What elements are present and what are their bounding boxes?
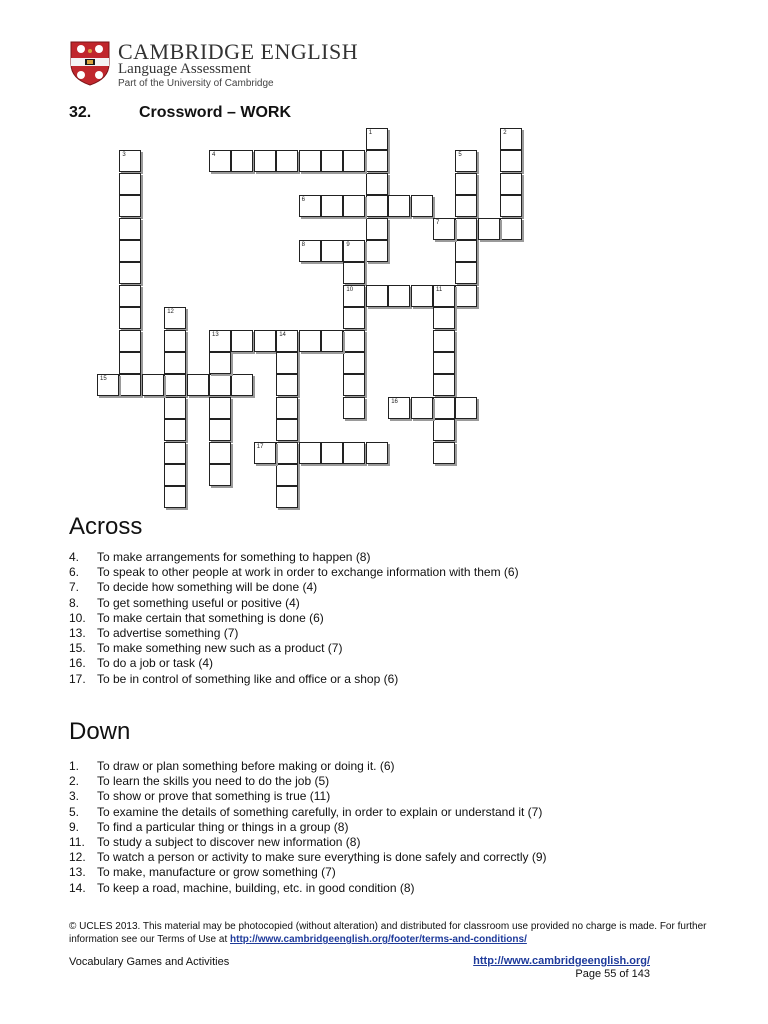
clue-item <box>69 789 709 804</box>
cell-number: 13 <box>212 331 219 338</box>
clue-item <box>69 550 709 565</box>
brand-subtitle: Language Assessment <box>118 61 251 77</box>
crossword-cell[interactable] <box>119 195 141 217</box>
clue-item <box>69 641 709 656</box>
crossword-cell[interactable] <box>276 442 298 464</box>
crossword-cell[interactable] <box>343 240 365 262</box>
crossword-cell[interactable] <box>478 218 500 240</box>
footer-title: Vocabulary Games and Activities <box>69 956 230 968</box>
cell-number: 6 <box>301 197 305 204</box>
crossword-cell[interactable] <box>299 330 321 352</box>
down-clue-list <box>69 759 709 896</box>
clue-item <box>69 565 709 580</box>
crossword-cell[interactable] <box>321 195 343 217</box>
clue-number: 1. <box>69 759 80 773</box>
crossword-cell[interactable] <box>433 307 455 329</box>
crossword-cell[interactable] <box>433 352 455 374</box>
crossword-cell[interactable] <box>209 374 231 396</box>
crossword-cell[interactable] <box>321 442 343 464</box>
crossword-cell[interactable] <box>321 240 343 262</box>
crossword-cell[interactable] <box>343 150 365 172</box>
crossword-cell[interactable] <box>455 218 477 240</box>
crossword-cell[interactable] <box>433 285 455 307</box>
crossword-cell[interactable] <box>500 173 522 195</box>
clue-number: 10. <box>69 610 86 625</box>
page-number: Page 55 of 143 <box>575 968 650 980</box>
crossword-cell[interactable] <box>276 374 298 396</box>
crossword-cell[interactable] <box>164 397 186 419</box>
crossword-cell[interactable] <box>209 352 231 374</box>
clue-item <box>69 881 709 896</box>
crossword-cell[interactable] <box>433 397 455 419</box>
crossword-cell[interactable] <box>209 330 231 352</box>
crossword-cell[interactable] <box>119 307 141 329</box>
crossword-cell[interactable] <box>455 262 477 284</box>
crossword-cell[interactable] <box>164 464 186 486</box>
crossword-cell[interactable] <box>321 330 343 352</box>
crossword-cell[interactable] <box>366 195 388 217</box>
clue-item <box>69 580 709 595</box>
clue-number: 5. <box>69 804 80 819</box>
crossword-cell[interactable] <box>276 397 298 419</box>
clue-item <box>69 626 709 641</box>
crossword-cell[interactable] <box>209 419 231 441</box>
clue-item <box>69 656 709 671</box>
crossword-cell[interactable] <box>366 285 388 307</box>
crossword-cell[interactable] <box>500 218 522 240</box>
crossword-cell[interactable] <box>209 442 231 464</box>
crossword-cell[interactable] <box>500 128 522 150</box>
crossword-cell[interactable] <box>343 442 365 464</box>
clue-text: To do a job or task (4) <box>97 656 214 671</box>
copyright-text: © UCLES 2013. This material may be photocopied (without alteration) and distributed for classroom use provided no charge is made. For further information see our Terms of Use at <box>69 921 707 945</box>
clue-item <box>69 774 709 789</box>
crossword-cell[interactable] <box>411 397 433 419</box>
crossword-cell[interactable] <box>164 330 186 352</box>
crossword-cell[interactable] <box>187 374 209 396</box>
crossword-cell[interactable] <box>366 150 388 172</box>
crossword-cell[interactable] <box>231 374 253 396</box>
crossword-cell[interactable] <box>119 218 141 240</box>
crossword-grid <box>0 0 768 510</box>
crossword-cell[interactable] <box>343 307 365 329</box>
crossword-cell[interactable] <box>119 240 141 262</box>
crossword-cell[interactable] <box>433 419 455 441</box>
crossword-cell[interactable] <box>97 374 119 396</box>
clue-item <box>69 759 709 774</box>
copyright-notice <box>69 920 709 946</box>
clue-number: 17. <box>69 671 86 686</box>
crossword-cell[interactable] <box>119 352 141 374</box>
cell-number: 17 <box>256 443 264 450</box>
clue-text: To keep a road, machine, building, etc. in good condition (8) <box>97 880 415 895</box>
crossword-cell[interactable] <box>164 442 186 464</box>
clue-text: To get something useful or positive (4) <box>97 595 300 610</box>
crossword-cell[interactable] <box>411 195 433 217</box>
cell-number: 2 <box>503 130 507 136</box>
crossword-cell[interactable] <box>299 442 321 464</box>
crossword-cell[interactable] <box>343 262 365 284</box>
clue-text: To make arrangements for something to happen (8) <box>97 550 371 564</box>
crossword-cell[interactable] <box>164 419 186 441</box>
crossword-cell[interactable] <box>366 240 388 262</box>
crossword-cell[interactable] <box>142 374 164 396</box>
cell-number: 4 <box>212 152 216 159</box>
clue-text: To find a particular thing or things in a group (8) <box>97 819 349 834</box>
cell-number: 11 <box>436 286 443 293</box>
crossword-cell[interactable] <box>276 486 298 508</box>
clue-item <box>69 805 709 820</box>
clue-number: 14. <box>69 880 86 895</box>
cell-number: 16 <box>391 398 398 405</box>
crossword-cell[interactable] <box>254 330 276 352</box>
crossword-cell[interactable] <box>343 195 365 217</box>
crossword-cell[interactable] <box>209 464 231 486</box>
cell-number: 12 <box>167 309 174 316</box>
down-heading: Down <box>69 718 131 745</box>
crossword-cell[interactable] <box>366 218 388 240</box>
crossword-cell[interactable] <box>388 285 410 307</box>
crossword-cell[interactable] <box>433 442 455 464</box>
clue-number: 8. <box>69 595 80 610</box>
clue-number: 3. <box>69 789 80 804</box>
crossword-cell[interactable] <box>119 374 141 396</box>
cell-number: 5 <box>458 152 462 159</box>
clue-text: To examine the details of something carefully, in order to explain or understand it (7) <box>97 804 543 819</box>
crossword-cell[interactable] <box>164 486 186 508</box>
terms-link[interactable]: http://www.cambridgeenglish.org/footer/terms-and-conditions/ <box>230 934 527 945</box>
exercise-title: Crossword – WORK <box>139 104 292 121</box>
crossword-cell[interactable] <box>276 419 298 441</box>
crossword-cell[interactable] <box>343 397 365 419</box>
clue-text: To make, manufacture or grow something (7) <box>97 865 336 880</box>
clue-text: To learn the skills you need to do the job (5) <box>97 774 330 789</box>
crossword-cell[interactable] <box>164 374 186 396</box>
clue-text: To advertise something (7) <box>97 625 239 640</box>
crossword-cell[interactable] <box>366 173 388 195</box>
cell-number: 3 <box>122 152 126 159</box>
crossword-cell[interactable] <box>433 218 455 240</box>
crossword-cell[interactable] <box>388 397 410 419</box>
clue-number: 13. <box>69 625 86 640</box>
across-heading: Across <box>69 513 143 540</box>
crossword-cell[interactable] <box>343 352 365 374</box>
crossword-cell[interactable] <box>455 150 477 172</box>
crossword-cell[interactable] <box>119 173 141 195</box>
clue-number: 16. <box>69 656 86 671</box>
crossword-cell[interactable] <box>276 352 298 374</box>
brand-tagline: Part of the University of Cambridge <box>118 78 274 89</box>
crossword-cell[interactable] <box>366 128 388 150</box>
clue-number: 9. <box>69 819 80 834</box>
clue-text: To make certain that something is done (6) <box>97 610 324 625</box>
cell-number: 8 <box>301 242 305 248</box>
cell-number: 15 <box>100 376 107 383</box>
crossword-cell[interactable] <box>254 150 276 172</box>
clue-number: 13. <box>69 865 86 880</box>
clue-number: 6. <box>69 565 80 580</box>
exercise-number: 32. <box>69 104 92 121</box>
crossword-cell[interactable] <box>321 150 343 172</box>
clue-item <box>69 835 709 850</box>
crossword-cell[interactable] <box>433 330 455 352</box>
crossword-cell[interactable] <box>119 285 141 307</box>
clue-number: 15. <box>69 641 86 656</box>
crossword-cell[interactable] <box>411 285 433 307</box>
crossword-cell[interactable] <box>231 150 253 172</box>
crossword-cell[interactable] <box>343 330 365 352</box>
across-clue-list <box>69 550 709 687</box>
crossword-cell[interactable] <box>433 374 455 396</box>
clue-text: To study a subject to discover new information (8) <box>97 834 361 849</box>
crossword-cell[interactable] <box>455 285 477 307</box>
clue-text: To watch a person or activity to make sure everything is done safely and correctly (9) <box>97 850 547 865</box>
clue-number: 12. <box>69 850 86 865</box>
crossword-cell[interactable] <box>209 150 231 172</box>
crossword-cell[interactable] <box>299 240 321 262</box>
clue-item <box>69 672 709 687</box>
crossword-cell[interactable] <box>119 262 141 284</box>
clue-number: 7. <box>69 580 80 595</box>
clue-item <box>69 850 709 865</box>
crossword-cell[interactable] <box>209 397 231 419</box>
cell-number: 9 <box>346 242 350 248</box>
crossword-cell[interactable] <box>231 330 253 352</box>
crossword-cell[interactable] <box>455 397 477 419</box>
crossword-cell[interactable] <box>500 150 522 172</box>
clue-item <box>69 820 709 835</box>
site-link[interactable]: http://www.cambridgeenglish.org/ <box>473 955 650 967</box>
cell-number: 14 <box>279 331 286 338</box>
crossword-cell[interactable] <box>164 352 186 374</box>
brand-name: CAMBRIDGE ENGLISH <box>118 39 359 64</box>
crossword-cell[interactable] <box>276 330 298 352</box>
crossword-cell[interactable] <box>343 285 365 307</box>
crossword-cell[interactable] <box>455 195 477 217</box>
crossword-cell[interactable] <box>119 150 141 172</box>
crossword-cell[interactable] <box>366 442 388 464</box>
crossword-cell[interactable] <box>388 195 410 217</box>
crossword-cell[interactable] <box>164 307 186 329</box>
cell-number: 10 <box>346 286 354 293</box>
clue-text: To show or prove that something is true (11) <box>97 789 331 804</box>
cell-number: 1 <box>368 130 373 136</box>
crossword-cell[interactable] <box>299 150 321 172</box>
crossword-cell[interactable] <box>455 240 477 262</box>
clue-item <box>69 865 709 880</box>
clue-item <box>69 596 709 611</box>
cell-number: 7 <box>436 219 440 226</box>
clue-text: To decide how something will be done (4) <box>97 580 318 595</box>
clue-text: To be in control of something like and office or a shop (6) <box>97 671 399 686</box>
crossword-cell[interactable] <box>500 195 522 217</box>
crossword-cell[interactable] <box>276 150 298 172</box>
crossword-cell[interactable] <box>119 330 141 352</box>
clue-text: To draw or plan something before making or doing it. (6) <box>97 759 395 773</box>
crossword-cell[interactable] <box>299 195 321 217</box>
crossword-cell[interactable] <box>276 464 298 486</box>
clue-number: 2. <box>69 774 80 789</box>
clue-item <box>69 611 709 626</box>
crossword-cell[interactable] <box>254 442 276 464</box>
clue-number: 11. <box>69 834 85 849</box>
clue-text: To make something new such as a product (7) <box>97 641 343 656</box>
crossword-cell[interactable] <box>343 374 365 396</box>
clue-number: 4. <box>69 550 80 564</box>
crossword-cell[interactable] <box>455 173 477 195</box>
clue-text: To speak to other people at work in order to exchange information with them (6) <box>97 565 519 580</box>
